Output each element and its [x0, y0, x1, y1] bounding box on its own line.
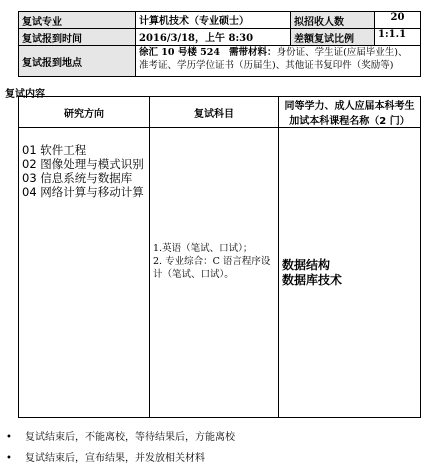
time-value: 2016/3/18，上午 8:30 [136, 29, 291, 46]
info-table [18, 11, 421, 77]
major-value: 计算机技术（专业硕士） [136, 12, 291, 29]
extra-courses-cell [279, 128, 421, 418]
subjects-cell [150, 128, 279, 418]
content-table-header [19, 97, 421, 128]
info-row-time [19, 29, 421, 46]
ratio-value: 1:1.1 [375, 29, 421, 46]
subject-item: 1.英语（笔试、口试）； [153, 243, 253, 254]
location-cell [136, 46, 421, 77]
quota-label: 拟招收人数 [291, 12, 375, 29]
notes-list [6, 427, 235, 469]
subjects-header: 复试科目 [150, 97, 279, 128]
extra-course-item: 数据库技术 [282, 273, 343, 287]
quota-value: 20 [375, 12, 421, 29]
docs-label: 需带材料： [229, 47, 277, 58]
time-label: 复试报到时间 [19, 29, 136, 46]
docs-line-1: 身份证、学生证(应届毕业生)、 [276, 47, 408, 58]
note-item [6, 427, 235, 448]
content-table [18, 96, 421, 418]
content-table-row [19, 128, 421, 418]
directions-cell [19, 128, 150, 418]
ratio-label: 差额复试比例 [291, 29, 375, 46]
direction-item: 03 信息系统与数据库 [22, 171, 133, 185]
extra-course-item: 数据结构 [282, 258, 331, 272]
bullet-icon: • [6, 453, 12, 464]
extra-courses-header: 同等学力、成人应届本科考生加试本科课程名称（2 门） [279, 97, 421, 128]
note-item [6, 448, 235, 469]
direction-item: 02 图像处理与模式识别 [22, 157, 144, 171]
major-label: 复试专业 [19, 12, 136, 29]
subjects-list [153, 242, 275, 281]
directions-header: 研究方向 [19, 97, 150, 128]
docs-line-2: 准考证、学历学位证书（历届生)、其他证书复印件（奖励等) [139, 60, 394, 71]
info-row-major [19, 12, 421, 29]
note-text: 复试结束后，宣布结果，并发放相关材料 [25, 453, 205, 464]
info-row-location [19, 46, 421, 77]
section-label: 复试内容 [5, 89, 45, 100]
location-line-1 [139, 46, 417, 59]
bullet-icon: • [6, 432, 12, 443]
location-label: 复试报到地点 [19, 46, 136, 77]
location-value: 徐汇 10 号楼 524 [139, 47, 220, 58]
direction-item: 04 网络计算与移动计算 [22, 185, 144, 199]
note-text: 复试结束后，不能离校，等待结果后，方能离校 [25, 432, 235, 443]
directions-list [22, 143, 146, 199]
direction-item: 01 软件工程 [22, 143, 87, 157]
subject-item: 2. 专业综合：C 语言程序设计（笔试、口试）。 [153, 256, 271, 280]
extra-courses-list [282, 258, 417, 288]
